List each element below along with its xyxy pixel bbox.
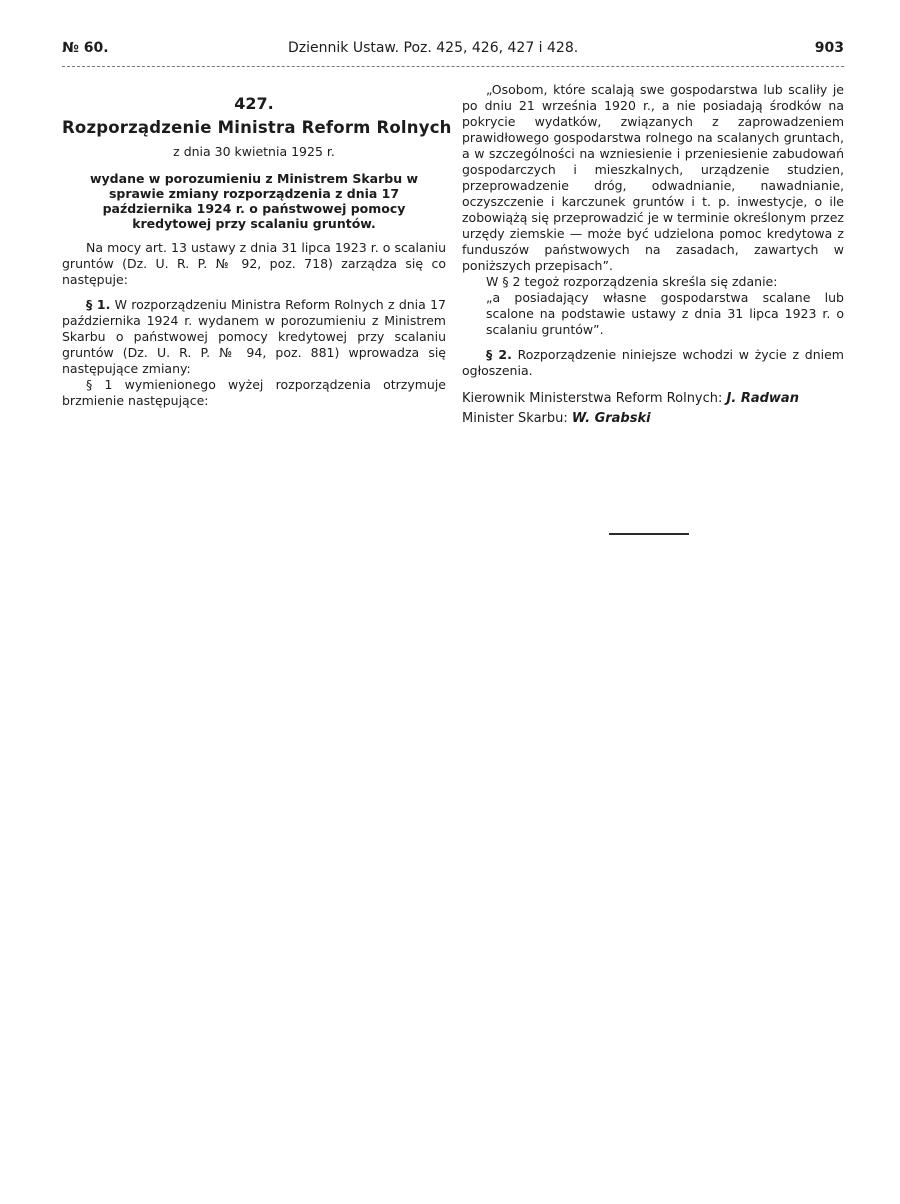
quoted-deleted-sentence: „a posiadający własne gospodarstwa scalane lub scalone na podstawie ustawy z dnia 31 lipca 1923 r. o scalaniu gruntów”. xyxy=(486,290,844,337)
section-1-sub-paragraph: § 1 wymienionego wyżej rozporządzenia otrzymuje brzmienie następujące: xyxy=(62,377,446,408)
section-1-text: W rozporządzeniu Ministra Reform Rolnych z dnia 17 października 1924 r. wydanem w porozumieniu z Ministrem Skarbu o państwowej pomocy kredytowej przy scalaniu gruntów (Dz. U. R. P. № 94, poz. 881) wprowadza się następujące zmiany: xyxy=(62,297,446,376)
section-2-paragraph xyxy=(462,347,844,379)
section-1-paragraph xyxy=(62,297,446,377)
signature-2-role: Minister Skarbu: xyxy=(462,411,568,426)
right-column xyxy=(462,82,844,429)
act-title: Rozporządzenie Ministra Reform Rolnych xyxy=(62,118,452,137)
signature-1-name: J. Radwan xyxy=(726,391,799,406)
quoted-section-1: „Osobom, które scalają swe gospodarstwa lub scaliły je po dniu 21 września 1920 r., a nie posiadają środków na pokrycie wydatków, związanych z zaprowadzeniem prawidłowego gospodarstwa rolnego na scalanych gruntach, a w szczególności na wzniesienie i przeniesienie zabudowań gospodarczych i mieszkalnych, urządzenie studzien, przeprowadzenie dróg, odwadnianie, nawadnianie, oczyszczenie i karczunek gruntów i t. p. inwestycje, o ile zobowiążą się przeprowadzić je w terminie określonym przez urzędy ziemskie — może być udzielona pomoc kredytowa z funduszów państwowych na zasadach, zawartych w poniższych przepisach”. xyxy=(462,82,844,273)
signature-1-role: Kierownik Ministerstwa Reform Rolnych: xyxy=(462,391,723,406)
section-1-mark: § 1. xyxy=(86,297,111,312)
act-number: 427. xyxy=(234,94,274,113)
signatures xyxy=(462,389,844,429)
section-2-text: Rozporządzenie niniejsze wchodzi w życie z dniem ogłoszenia. xyxy=(462,347,844,378)
left-column xyxy=(62,92,452,409)
signature-2-name: W. Grabski xyxy=(571,411,651,426)
section-2-mark: § 2. xyxy=(486,347,512,362)
page-number: 903 xyxy=(814,40,844,56)
act-date: z dnia 30 kwietnia 1925 r. xyxy=(173,144,335,159)
signature-1 xyxy=(462,389,844,409)
signature-2 xyxy=(462,409,844,429)
section-2-intro: W § 2 tegoż rozporządzenia skreśla się zdanie: xyxy=(486,274,778,289)
journal-reference: Dziennik Ustaw. Poz. 425, 426, 427 i 428. xyxy=(288,40,579,56)
intro-paragraph: Na mocy art. 13 ustawy z dnia 31 lipca 1923 r. o scalaniu gruntów (Dz. U. R. P. № 92, poz. 718) zarządza się co następuje: xyxy=(62,240,446,287)
issue-number: № 60. xyxy=(62,40,109,56)
page-header xyxy=(62,40,844,62)
act-subtitle: wydane w porozumieniu z Ministrem Skarbu w sprawie zmiany rozporządzenia z dnia 17 października 1924 r. o państwowej pomocy kredytowej przy scalaniu gruntów. xyxy=(89,171,419,231)
end-separator xyxy=(609,533,689,535)
header-rule xyxy=(62,66,844,67)
